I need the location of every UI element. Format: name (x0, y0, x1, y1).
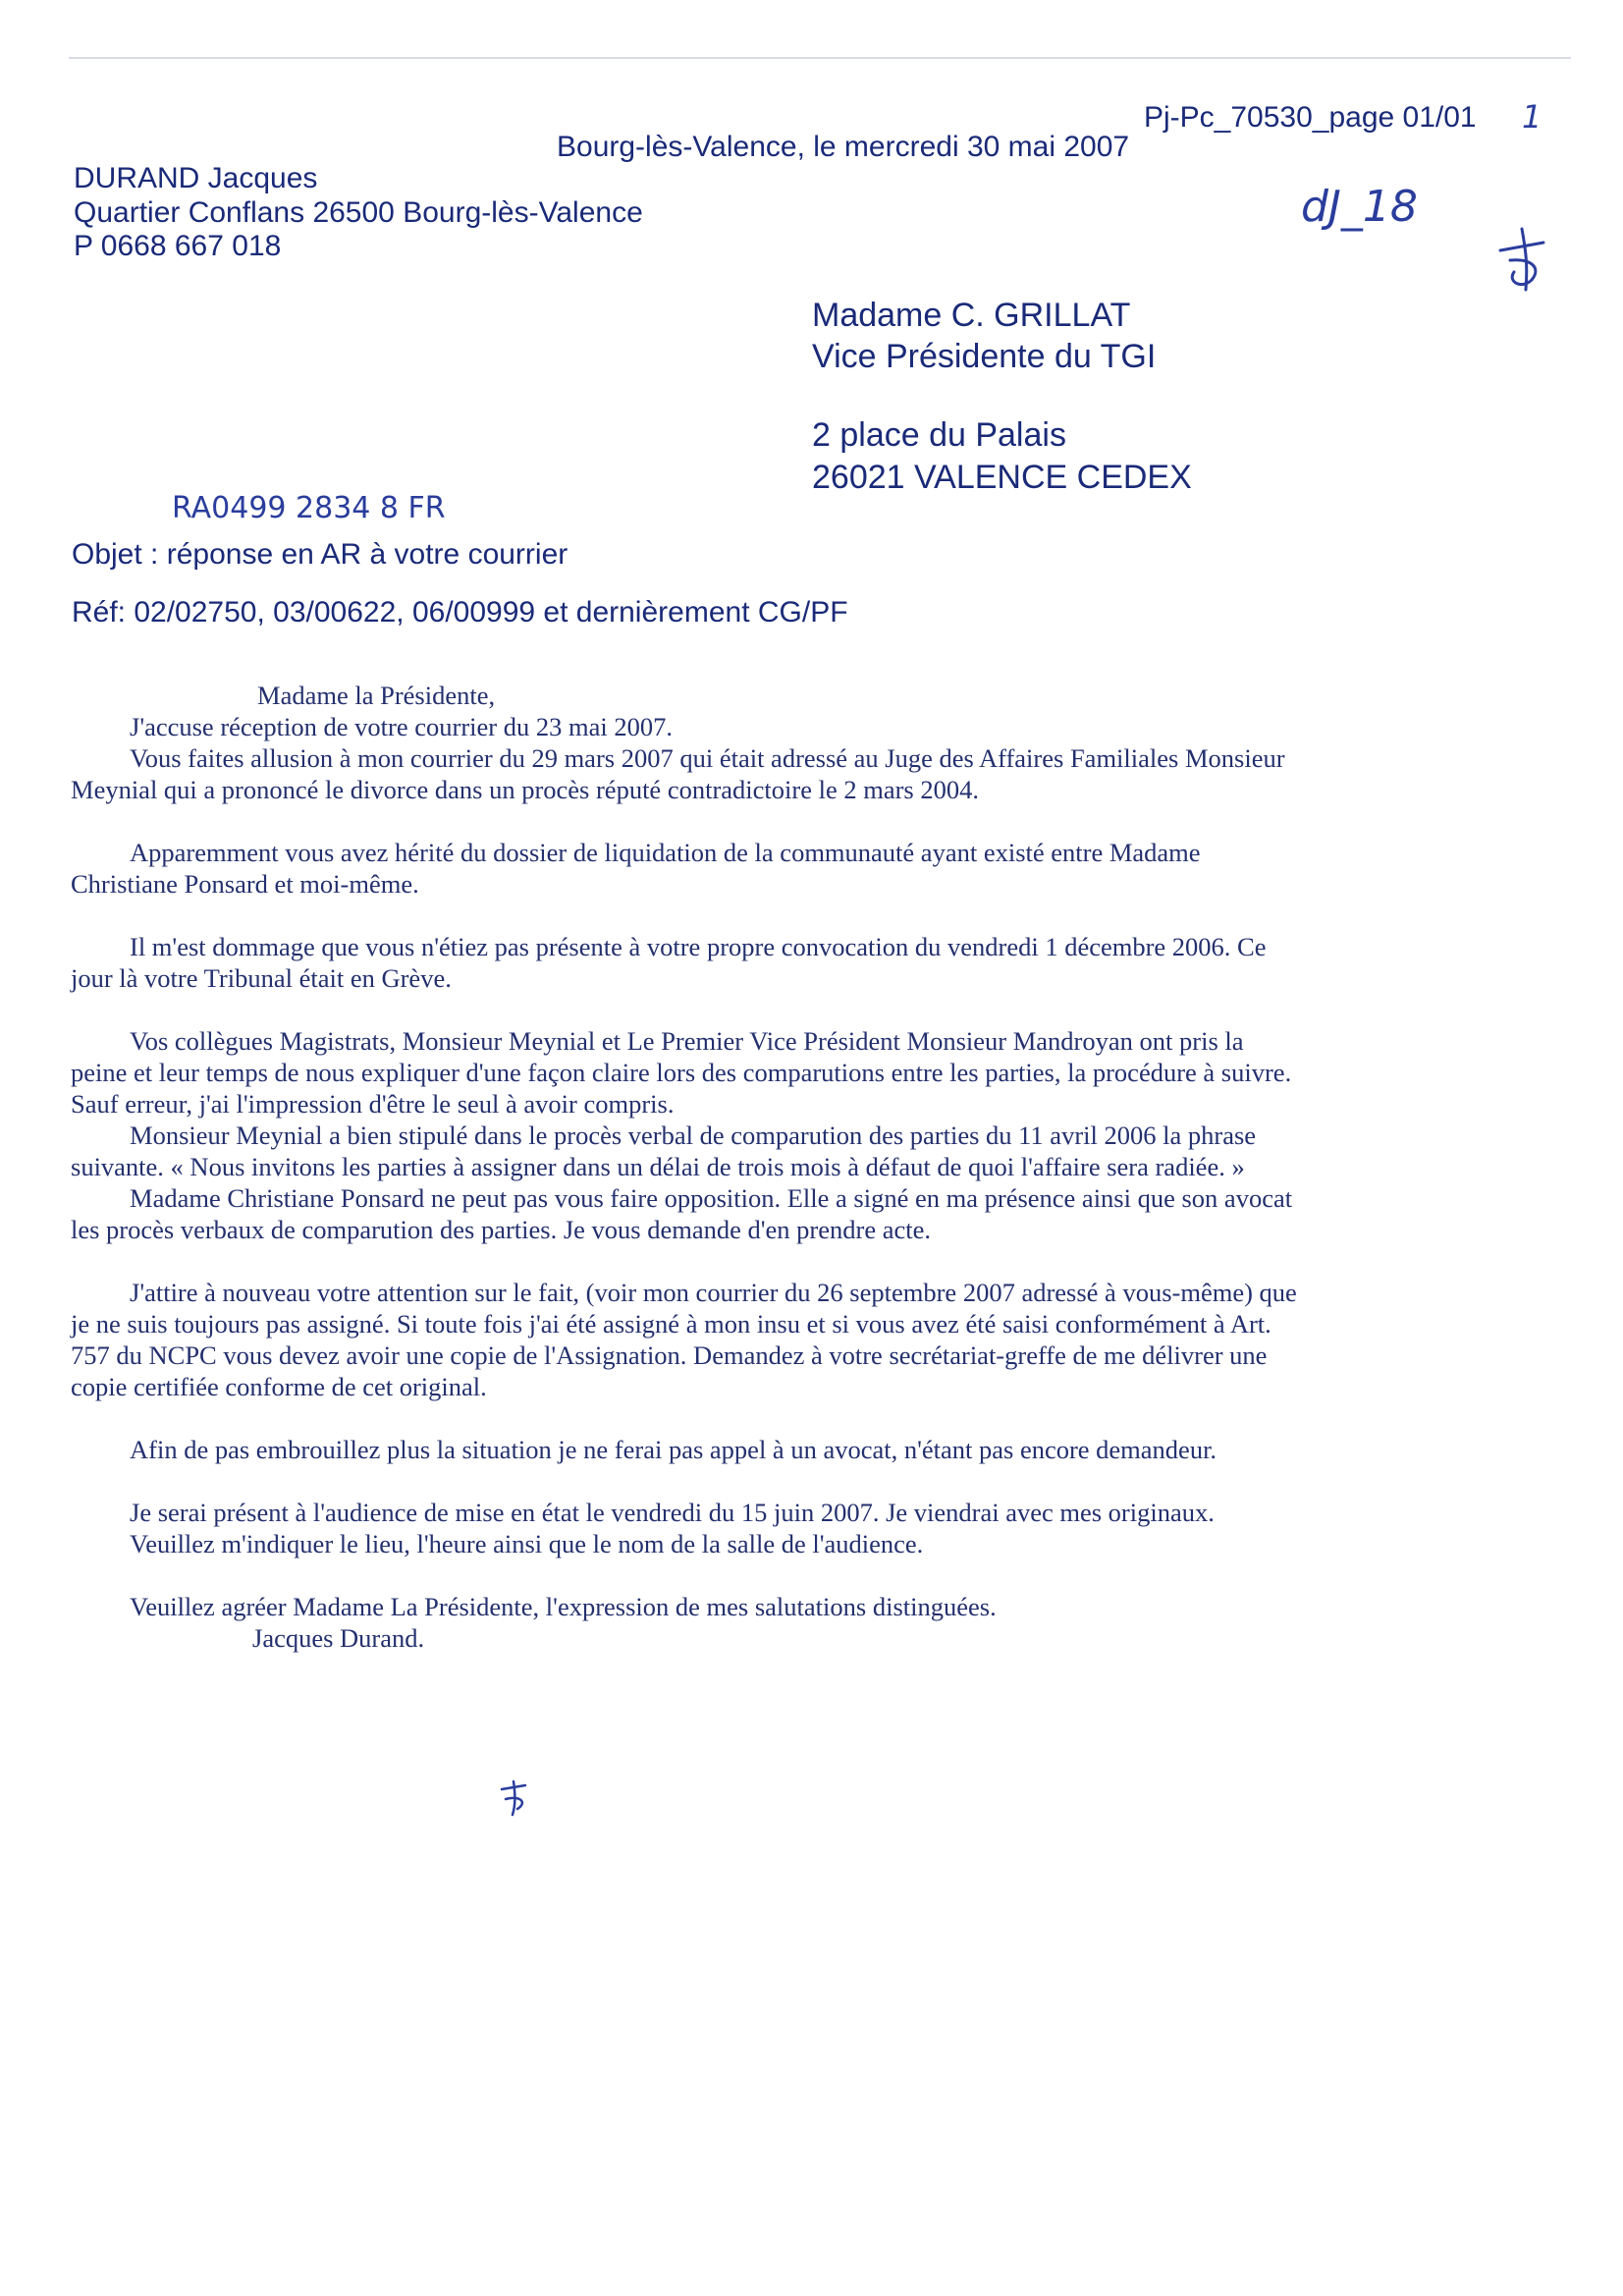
paragraph-2-line-2: Meynial qui a prononcé le divorce dans un procès réputé contradictoire le 2 mars 2004. (71, 775, 979, 804)
salutation: Madame la Présidente, (257, 681, 496, 710)
page-stamp-number: 1 (1522, 98, 1542, 136)
paragraph-5-line-1: Vos collègues Magistrats, Monsieur Meynial et Le Premier Vice Président Monsieur Mandroyan ont pris la (130, 1026, 1244, 1056)
paragraph-6-line-1: Monsieur Meynial a bien stipulé dans le procès verbal de comparution des parties du 11 avril 2006 la phrase (130, 1121, 1257, 1150)
paragraph-10-line-2: Veuillez m'indiquer le lieu, l'heure ainsi que le nom de la salle de l'audience. (130, 1529, 924, 1558)
handwritten-mark: dJ_18 (1301, 182, 1418, 232)
paragraph-4-line-1: Il m'est dommage que vous n'étiez pas présente à votre propre convocation du vendredi 1 décembre 2006. Ce (130, 932, 1267, 961)
paragraph-6-line-2: suivante. « Nous invitons les parties à assigner dans un délai de trois mois à défaut de quoi l'affaire sera radiée. » (71, 1152, 1245, 1181)
recipient-name: Madame C. GRILLAT (812, 297, 1131, 334)
recipient-title: Vice Présidente du TGI (812, 338, 1157, 375)
paragraph-8-line-4: copie certifiée conforme de cet original. (71, 1372, 487, 1401)
paragraph-2-line-1: Vous faites allusion à mon courrier du 29 mars 2007 qui était adressé au Juge des Affaires Familiales Monsieur (130, 743, 1285, 773)
paragraph-8-line-3: 757 du NCPC vous devez avoir une copie de l'Assignation. Demandez à votre secrétariat-greffe de me délivrer une (71, 1340, 1268, 1370)
signature-name: Jacques Durand. (252, 1623, 425, 1653)
reference-line: Réf: 02/02750, 03/00622, 06/00999 et dernièrement CG/PF (72, 596, 848, 629)
sender-phone: P 0668 667 018 (74, 230, 282, 262)
paragraph-7-line-2: les procès verbaux de comparution des parties. Je vous demande d'en prendre acte. (71, 1215, 932, 1244)
paragraph-9: Afin de pas embrouillez plus la situation je ne ferai pas appel à un avocat, n'étant pas encore demandeur. (130, 1435, 1217, 1464)
paragraph-5-line-2: peine et leur temps de nous expliquer d'une façon claire lors des comparutions entre les parties, la procédure à suivre. (71, 1058, 1292, 1087)
paragraph-10-line-1: Je serai présent à l'audience de mise en état le vendredi du 15 juin 2007. Je viendrai avec mes originaux. (130, 1498, 1215, 1527)
date-line: Bourg-lès-Valence, le mercredi 30 mai 2007 (557, 131, 1130, 163)
paragraph-5-line-3: Sauf erreur, j'ai l'impression d'être le seul à avoir compris. (71, 1089, 675, 1119)
letter-body (71, 680, 1524, 1654)
tracking-number: RA0499 2834 8 FR (172, 491, 446, 525)
paragraph-8-line-1: J'attire à nouveau votre attention sur le fait, (voir mon courrier du 26 septembre 2007 adressé à vous-même) que (130, 1278, 1297, 1307)
sender-address: Quartier Conflans 26500 Bourg-lès-Valence (74, 196, 643, 229)
paragraph-7-line-1: Madame Christiane Ponsard ne peut pas vous faire opposition. Elle a signé en ma présence ainsi que son avocat (130, 1183, 1293, 1213)
handwritten-initial-icon (1492, 221, 1561, 295)
recipient-city: 26021 VALENCE CEDEX (812, 459, 1192, 496)
recipient-street: 2 place du Palais (812, 416, 1066, 454)
paragraph-8-line-2: je ne suis toujours pas assigné. Si toute fois j'ai été assigné à mon insu et si vous avez été saisi conformément à Art. (71, 1309, 1271, 1339)
paragraph-3-line-2: Christiane Ponsard et moi-même. (71, 869, 419, 899)
signature-icon (496, 1777, 535, 1817)
paragraph-1: J'accuse réception de votre courrier du 23 mai 2007. (130, 712, 673, 741)
object-line: Objet : réponse en AR à votre courrier (72, 538, 568, 571)
scan-edge-line (69, 57, 1571, 59)
paragraph-3-line-1: Apparemment vous avez hérité du dossier de liquidation de la communauté ayant existé entre Madame (130, 838, 1201, 867)
sender-name: DURAND Jacques (74, 162, 318, 194)
paragraph-4-line-2: jour là votre Tribunal était en Grève. (71, 963, 452, 993)
reference-code: Pj-Pc_70530_page 01/01 (1144, 101, 1477, 134)
closing-line: Veuillez agréer Madame La Présidente, l'expression de mes salutations distinguées. (130, 1592, 997, 1621)
